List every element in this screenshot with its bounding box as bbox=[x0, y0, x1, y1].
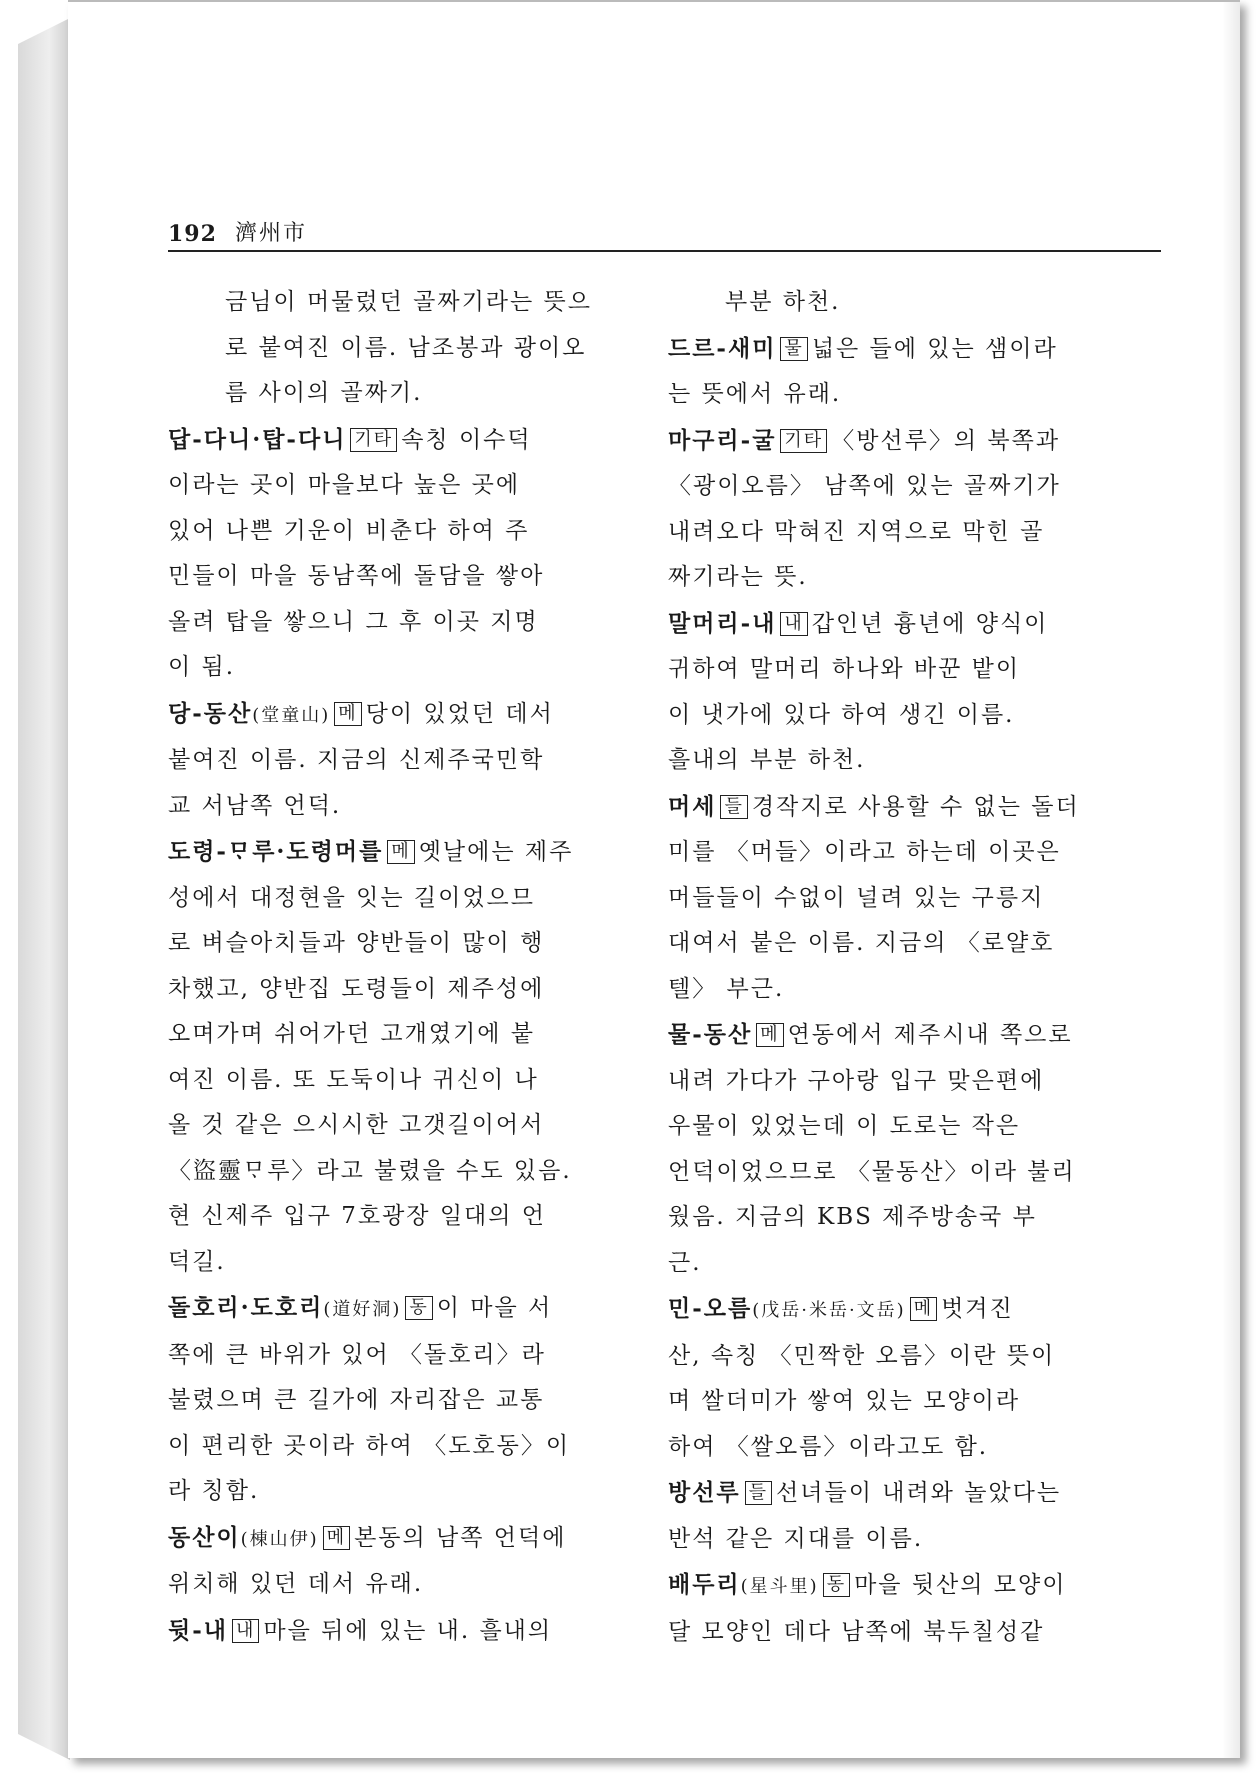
category-tag: 메 bbox=[387, 840, 414, 864]
entry-hanja: (星斗里) bbox=[740, 1576, 819, 1597]
entry-line bbox=[168, 1058, 678, 1104]
entry-text: 우물이 있었는데 이 도로는 작은 bbox=[668, 1113, 1021, 1139]
entry-text: 넓은 들에 있는 샘이라 bbox=[811, 335, 1058, 362]
book-edge bbox=[18, 18, 70, 1760]
entry-term: 동산이 bbox=[168, 1523, 241, 1551]
entry-text: 오며가며 쉬어가던 고개였기에 붙 bbox=[168, 1021, 535, 1047]
entry-text: 위치해 있던 데서 유래. bbox=[168, 1571, 424, 1597]
entry-text: 라 칭함. bbox=[168, 1478, 260, 1504]
category-tag: 내 bbox=[780, 612, 807, 636]
entry-text: 마을 뒷산의 모양이 bbox=[854, 1572, 1067, 1598]
entry-line bbox=[668, 1470, 1163, 1517]
entry-text: 웠음. 지금의 KBS 제주방송국 부 bbox=[668, 1204, 1037, 1230]
entry-line bbox=[668, 372, 1163, 418]
entry-text: 성에서 대정현을 잇는 길이었으므 bbox=[168, 884, 535, 911]
entry-text: 여진 이름. 또 도둑이나 귀신이 나 bbox=[168, 1066, 539, 1093]
entry-text: 차했고, 양반집 도령들이 제주성에 bbox=[168, 975, 545, 1002]
entry-text: 언덕이었으므로 〈물동산〉이라 불리 bbox=[668, 1158, 1076, 1185]
entry-text: 이 마을 서 bbox=[436, 1295, 553, 1321]
entry-text: 로 벼슬아치들과 양반들이 많이 행 bbox=[168, 930, 545, 956]
entry-text: 〈광이오름〉 남쪽에 있는 골짜기가 bbox=[668, 473, 1061, 499]
right-column bbox=[668, 280, 1163, 1655]
dictionary-entry bbox=[668, 1286, 1163, 1470]
category-tag: 들 bbox=[720, 795, 747, 819]
running-head bbox=[168, 212, 1161, 252]
dictionary-entry bbox=[668, 418, 1163, 601]
entry-line bbox=[168, 1149, 678, 1195]
entry-text: 당이 있었던 데서 bbox=[365, 700, 554, 727]
entry-line bbox=[668, 1195, 1163, 1241]
entry-text: 대여서 붙은 이름. 지금의 〈로얄호 bbox=[668, 930, 1055, 956]
category-tag: 물 bbox=[780, 337, 807, 361]
dictionary-entry bbox=[668, 784, 1163, 1013]
entry-text: 이 됨. bbox=[168, 654, 236, 680]
entry-text: 금님이 머물렀던 골짜기라는 뜻으 bbox=[225, 289, 592, 315]
entry-hanja: (道好洞) bbox=[323, 1299, 402, 1320]
entry-line bbox=[168, 1333, 678, 1379]
entry-line bbox=[225, 280, 678, 326]
dictionary-entry bbox=[168, 280, 678, 417]
entry-term: 방선루 bbox=[668, 1479, 741, 1506]
entry-line bbox=[668, 921, 1163, 967]
entry-line bbox=[168, 1378, 678, 1424]
entry-text: 올려 탑을 쌓으니 그 후 이곳 지명 bbox=[168, 608, 539, 635]
entry-line bbox=[668, 1059, 1163, 1105]
dictionary-entry bbox=[668, 1562, 1163, 1655]
dictionary-entry bbox=[168, 829, 678, 1285]
entry-term: 말머리-내 bbox=[668, 609, 777, 637]
entry-term: 마구리-굴 bbox=[668, 426, 777, 454]
entry-term: 답-다니·탑-다니 bbox=[168, 425, 347, 453]
entry-line bbox=[668, 1517, 1163, 1563]
entry-line bbox=[168, 738, 678, 784]
entry-line bbox=[668, 1334, 1163, 1380]
entry-text: 쪽에 큰 바위가 있어 〈돌호리〉라 bbox=[168, 1341, 546, 1368]
entry-line bbox=[168, 1608, 678, 1655]
entry-line bbox=[668, 693, 1163, 739]
entry-line bbox=[725, 280, 1163, 326]
entry-term: 민-오름 bbox=[668, 1295, 753, 1322]
entry-text: 하여 〈쌀오름〉이라고도 함. bbox=[668, 1433, 989, 1460]
entry-line bbox=[225, 326, 678, 372]
entry-line bbox=[668, 830, 1163, 876]
entry-text: 내려 가다가 구아랑 입구 맞은편에 bbox=[668, 1067, 1045, 1094]
entry-text: 현 신제주 입구 7호광장 일대의 언 bbox=[168, 1203, 547, 1229]
entry-line bbox=[668, 784, 1163, 831]
entry-line bbox=[668, 1379, 1163, 1425]
entry-text: 로 붙여진 이름. 남조봉과 광이오 bbox=[225, 334, 587, 361]
entry-line bbox=[225, 371, 678, 417]
entry-term: 뒷-내 bbox=[168, 1616, 228, 1644]
entry-text: 경작지로 사용할 수 없는 돌더 bbox=[751, 793, 1080, 820]
category-tag: 메 bbox=[323, 1526, 350, 1550]
dictionary-entry bbox=[168, 1285, 678, 1515]
dictionary-entry bbox=[168, 691, 678, 830]
entry-line bbox=[168, 1515, 678, 1563]
entry-text: 이 편리한 곳이라 하여 〈도호동〉이 bbox=[168, 1432, 571, 1459]
entry-line bbox=[168, 1424, 678, 1470]
entry-text: 있어 나쁜 기운이 비춘다 하여 주 bbox=[168, 517, 530, 544]
entry-text: 벗겨진 bbox=[941, 1296, 1014, 1322]
entry-term: 드르-새미 bbox=[668, 334, 777, 362]
category-tag: 메 bbox=[756, 1023, 783, 1047]
entry-text: 옛날에는 제주 bbox=[418, 839, 574, 865]
entry-line bbox=[668, 601, 1163, 648]
entry-line bbox=[168, 1562, 678, 1608]
entry-hanja: (戊岳·米岳·文岳) bbox=[752, 1300, 906, 1321]
entry-line bbox=[168, 967, 678, 1013]
category-tag: 들 bbox=[745, 1481, 772, 1505]
entry-text: 민들이 마을 동남쪽에 돌담을 쌓아 bbox=[168, 563, 545, 589]
entry-text: 〈盜靈ᄆᆞ루〉라고 불렸을 수도 있음. bbox=[168, 1157, 572, 1184]
entry-line bbox=[168, 509, 678, 555]
entry-text: 름 사이의 골짜기. bbox=[225, 380, 423, 406]
entry-text: 이라는 곳이 마을보다 높은 곳에 bbox=[168, 472, 521, 498]
entry-line bbox=[668, 1286, 1163, 1334]
dictionary-entry bbox=[668, 1012, 1163, 1286]
entry-line bbox=[668, 1425, 1163, 1471]
entry-text: 미를 〈머들〉이라고 하는데 이곳은 bbox=[668, 839, 1061, 865]
category-tag: 기타 bbox=[350, 428, 397, 452]
entry-line bbox=[668, 738, 1163, 784]
entry-text: 텔〉 부근. bbox=[668, 975, 785, 1002]
entry-line bbox=[168, 1012, 678, 1058]
page-shadow bbox=[1222, 2, 1240, 1758]
entry-line bbox=[168, 463, 678, 509]
entry-term: 머세 bbox=[668, 792, 717, 820]
left-column bbox=[168, 280, 678, 1654]
entry-line bbox=[668, 1012, 1163, 1059]
page-number: 192 bbox=[168, 221, 217, 247]
category-tag: 동 bbox=[405, 1296, 432, 1320]
entry-line bbox=[668, 967, 1163, 1013]
entry-line bbox=[668, 510, 1163, 556]
entry-term: 당-동산 bbox=[168, 699, 253, 727]
entry-line bbox=[668, 418, 1163, 465]
entry-text: 〈방선루〉의 북쪽과 bbox=[831, 427, 1061, 454]
entry-line bbox=[168, 1194, 678, 1240]
category-tag: 기타 bbox=[780, 429, 827, 453]
entry-text: 갑인년 흉년에 양식이 bbox=[811, 610, 1049, 637]
entry-hanja: (棟山伊) bbox=[240, 1528, 319, 1550]
entry-line bbox=[168, 417, 678, 464]
entry-line bbox=[168, 921, 678, 967]
entry-line bbox=[168, 784, 678, 830]
entry-text: 속칭 이수덕 bbox=[401, 426, 532, 453]
entry-term: 돌호리·도호리 bbox=[168, 1294, 324, 1321]
entry-text: 는 뜻에서 유래. bbox=[668, 381, 842, 407]
entry-text: 머들들이 수없이 널려 있는 구릉지 bbox=[668, 884, 1045, 911]
entry-line bbox=[168, 829, 678, 876]
entry-line bbox=[168, 1469, 678, 1515]
entry-text: 달 모양인 데다 남쪽에 북두칠성같 bbox=[668, 1618, 1045, 1645]
entry-text: 부분 하천. bbox=[725, 289, 841, 315]
entry-text: 내려오다 막혀진 지역으로 막힌 골 bbox=[668, 518, 1045, 545]
entry-text: 귀하여 말머리 하나와 바꾼 밭이 bbox=[668, 656, 1021, 682]
entry-line bbox=[168, 691, 678, 739]
dictionary-entry bbox=[668, 280, 1163, 326]
entry-line bbox=[668, 1150, 1163, 1196]
entry-text: 덕길. bbox=[168, 1248, 226, 1275]
entry-line bbox=[168, 1285, 678, 1333]
entry-line bbox=[668, 555, 1163, 601]
entry-text: 연동에서 제주시내 쪽으로 bbox=[787, 1022, 1073, 1048]
entry-text: 본동의 남쪽 언덕에 bbox=[354, 1524, 567, 1551]
section-title: 濟州市 bbox=[234, 221, 307, 246]
entry-term: 물-동산 bbox=[668, 1021, 753, 1048]
dictionary-entry bbox=[168, 1515, 678, 1608]
entry-text: 근. bbox=[668, 1249, 702, 1276]
entry-line bbox=[168, 1103, 678, 1149]
category-tag: 메 bbox=[910, 1297, 937, 1321]
entry-text: 반석 같은 지대를 이름. bbox=[668, 1525, 924, 1552]
entry-text: 교 서남쪽 언덕. bbox=[168, 792, 342, 819]
dictionary-entry bbox=[668, 601, 1163, 784]
entry-line bbox=[668, 647, 1163, 693]
entry-line bbox=[168, 554, 678, 600]
entry-text: 올 것 같은 으시시한 고갯길이어서 bbox=[168, 1112, 545, 1138]
entry-text: 선녀들이 내려와 놀았다는 bbox=[776, 1480, 1062, 1506]
entry-text: 흘내의 부분 하천. bbox=[668, 747, 866, 773]
category-tag: 내 bbox=[232, 1619, 259, 1643]
entry-line bbox=[168, 876, 678, 922]
category-tag: 메 bbox=[334, 702, 361, 726]
entry-text: 붙여진 이름. 지금의 신제주국민학 bbox=[168, 747, 545, 773]
entry-hanja: (堂童山) bbox=[252, 704, 331, 726]
category-tag: 동 bbox=[823, 1573, 850, 1597]
dictionary-entry bbox=[668, 326, 1163, 418]
entry-line bbox=[168, 1240, 678, 1286]
entry-line bbox=[668, 1610, 1163, 1656]
dictionary-entry bbox=[668, 1470, 1163, 1562]
entry-text: 이 냇가에 있다 하여 생긴 이름. bbox=[668, 701, 1015, 728]
entry-line bbox=[668, 1104, 1163, 1150]
entry-line bbox=[168, 645, 678, 691]
dictionary-entry bbox=[168, 1608, 678, 1655]
entry-text: 며 쌀더미가 쌓여 있는 모양이라 bbox=[668, 1388, 1021, 1414]
dictionary-entry bbox=[168, 417, 678, 691]
entry-line bbox=[168, 600, 678, 646]
entry-term: 배두리 bbox=[668, 1571, 741, 1598]
entry-line bbox=[668, 1562, 1163, 1610]
entry-text: 불렸으며 큰 길가에 자리잡은 교통 bbox=[168, 1387, 545, 1413]
entry-text: 마을 뒤에 있는 내. 흘내의 bbox=[263, 1617, 553, 1644]
entry-line bbox=[668, 1241, 1163, 1287]
entry-text: 산, 속칭 〈민짝한 오름〉이란 뜻이 bbox=[668, 1342, 1056, 1369]
entry-line bbox=[668, 464, 1163, 510]
entry-term: 도령-ᄆᆞ루·도령머를 bbox=[168, 838, 384, 865]
entry-text: 짜기라는 뜻. bbox=[668, 564, 808, 590]
entry-line bbox=[668, 876, 1163, 922]
entry-line bbox=[668, 326, 1163, 373]
